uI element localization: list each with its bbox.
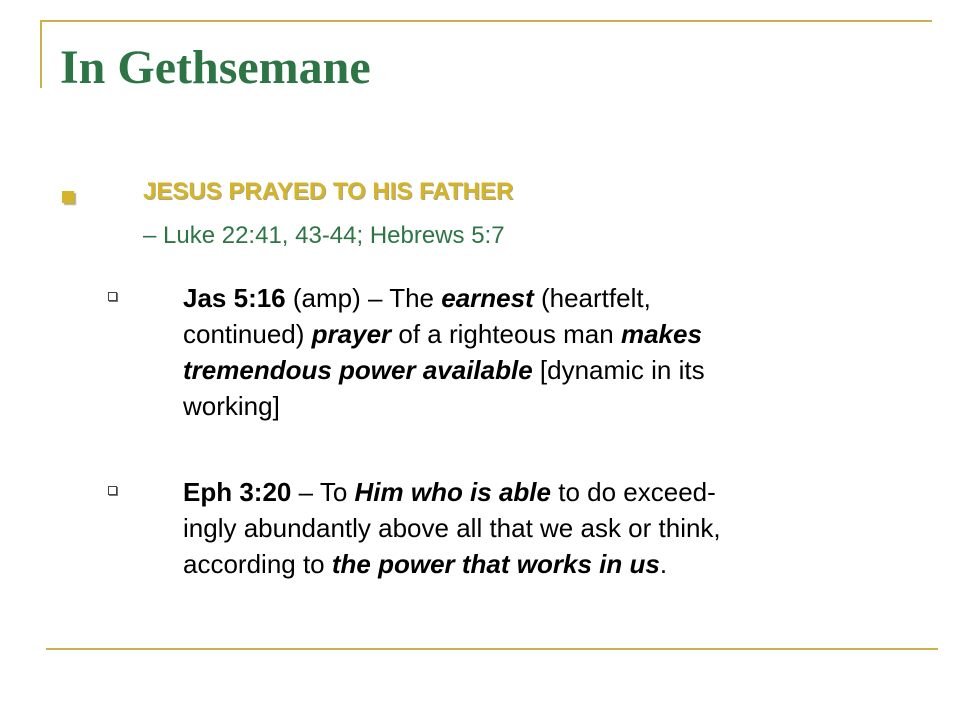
verse-text: continued): [183, 319, 312, 349]
main-point-heading: JESUS PRAYED TO HIS FATHER: [143, 178, 514, 205]
verse-text: – To: [291, 477, 355, 507]
verse-bullet-icon: [108, 292, 117, 301]
verse-emphasis: makes: [620, 319, 702, 349]
verse-reference: Eph 3:20: [183, 477, 292, 507]
verse-bullet-icon: [108, 486, 117, 495]
verse-emphasis: earnest: [441, 283, 534, 313]
main-point-reference: – Luke 22:41, 43-44; Hebrews 5:7: [143, 222, 505, 249]
verse-text: [dynamic in its: [532, 355, 705, 385]
verse-emphasis: prayer: [311, 319, 392, 349]
verse-text: according to: [183, 549, 332, 579]
verse-james: [183, 280, 705, 424]
verse-text: (amp) – The: [285, 283, 442, 313]
top-border-rule: [40, 20, 932, 22]
verse-emphasis: the power that works in us: [331, 549, 660, 579]
verse-text: of a righteous man: [391, 319, 621, 349]
main-bullet-icon: [62, 191, 74, 203]
verse-ephesians: [183, 474, 721, 582]
verse-text: ingly abundantly above all that we ask or think,: [183, 513, 721, 543]
verse-text: working]: [183, 391, 280, 421]
verse-emphasis: tremendous power available: [183, 355, 533, 385]
bottom-border-rule: [46, 648, 938, 650]
verse-text: to do exceed-: [551, 477, 716, 507]
slide-title: In Gethsemane: [60, 41, 371, 94]
verse-emphasis: Him who is able: [354, 477, 551, 507]
left-border-rule: [40, 20, 42, 88]
verse-text: .: [659, 549, 668, 579]
verse-reference: Jas 5:16: [183, 283, 286, 313]
verse-text: (heartfelt,: [533, 283, 651, 313]
